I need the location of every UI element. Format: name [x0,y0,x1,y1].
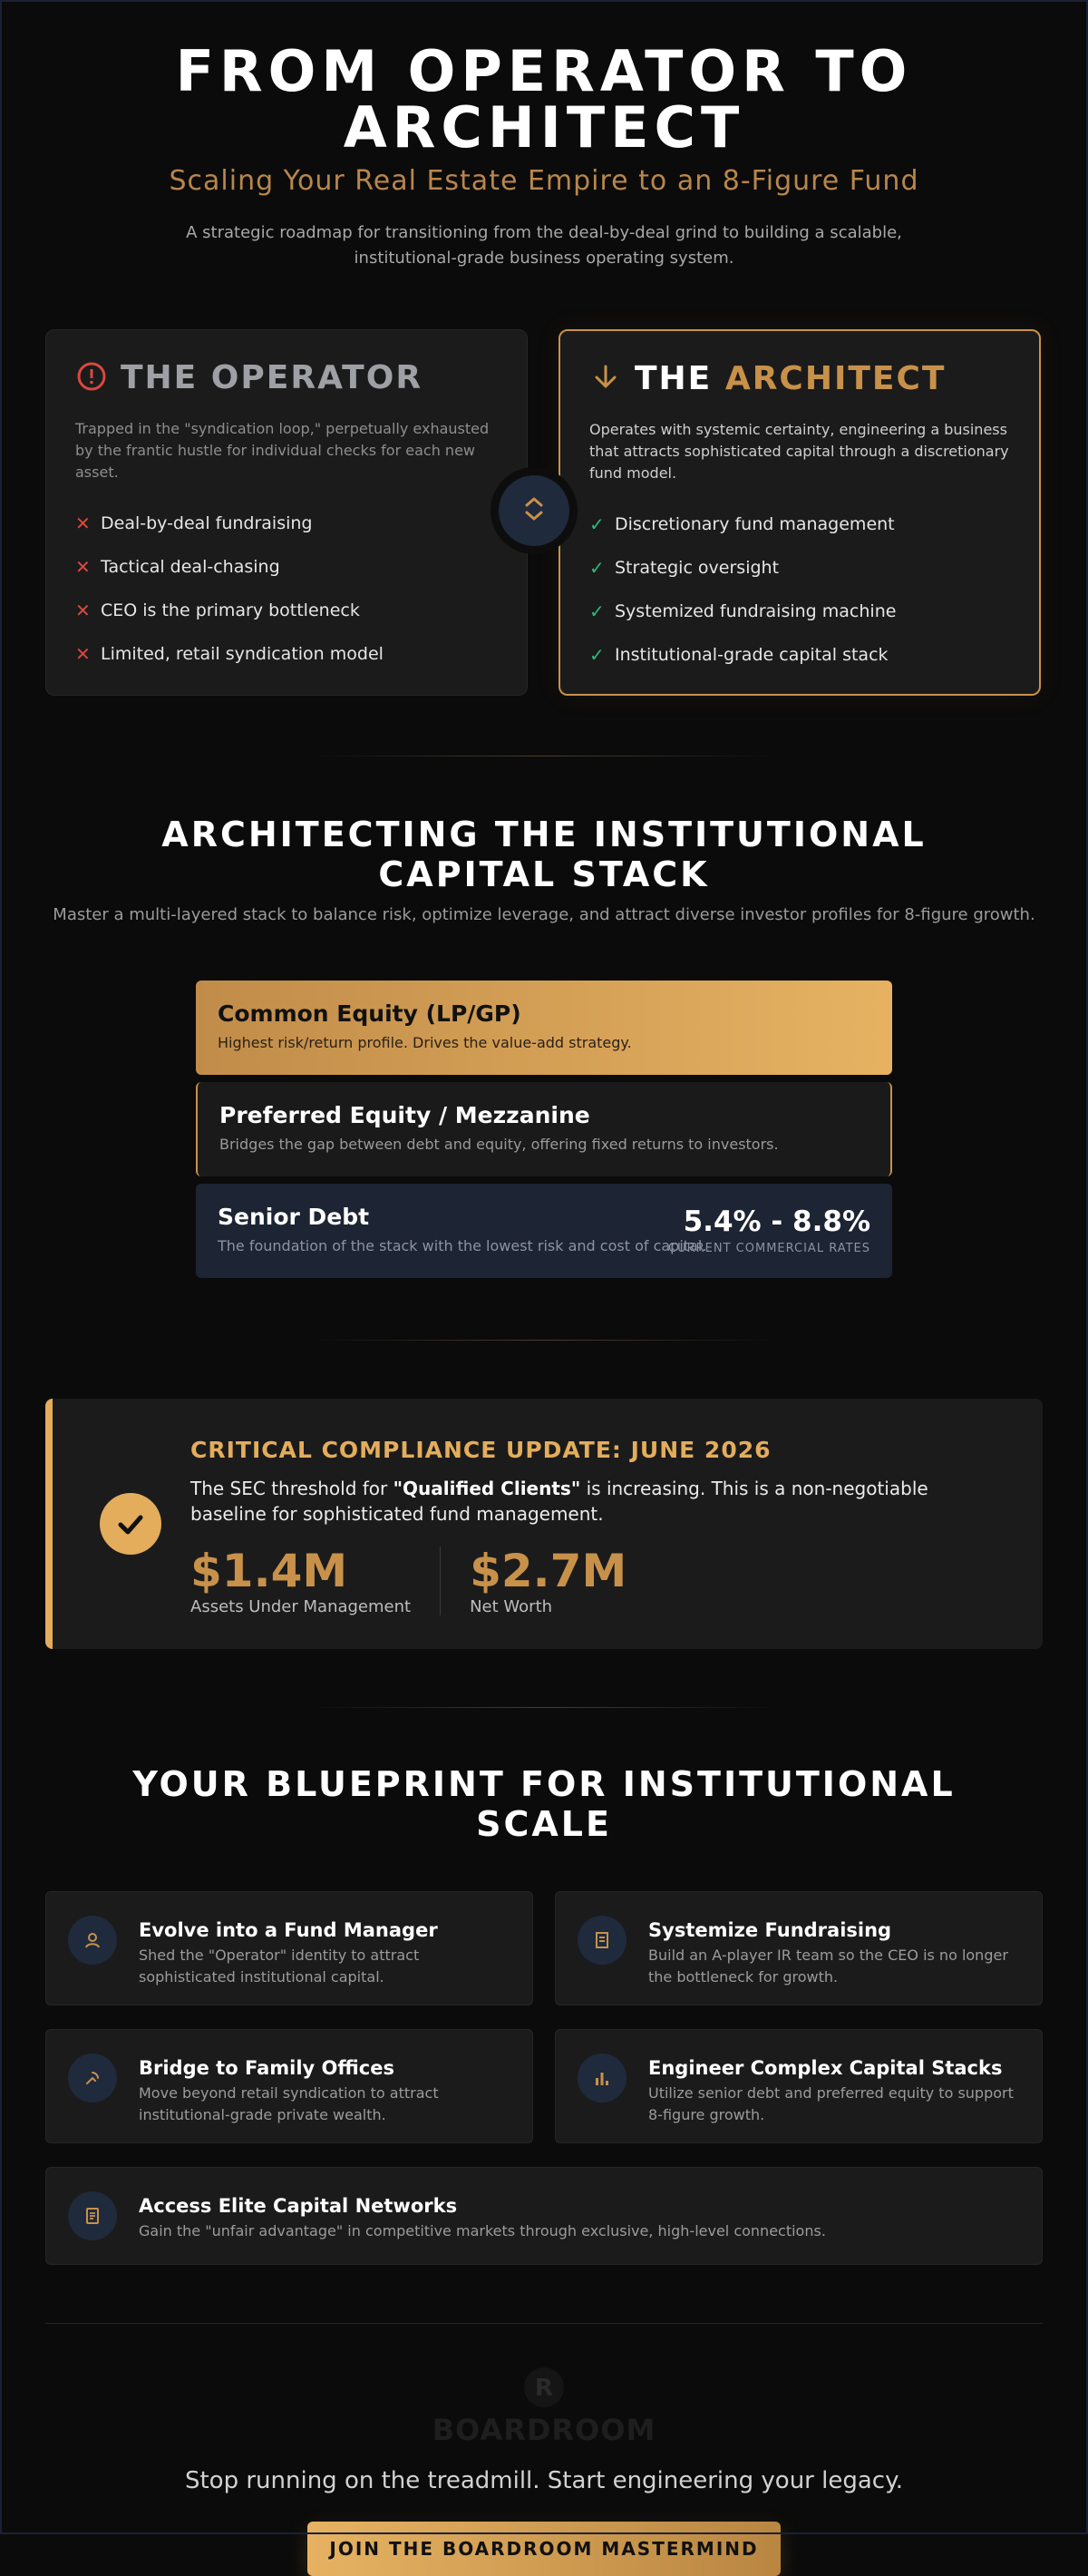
footer-tagline: Stop running on the treadmill. Start engineering your legacy. [184,2467,904,2494]
capital-stack-title: ARCHITECTING THE INSTITUTIONAL CAPITAL STACK [161,815,927,894]
x-icon: ✕ [75,600,91,621]
logo-wordmark: BOARDROOM [432,2413,656,2447]
list-item-label: CEO is the primary bottleneck [101,600,360,620]
list-item [75,632,498,676]
blueprint-card-description: Gain the "unfair advantage" in competitive markets through exclusive, high-level connections. [139,2222,826,2239]
architect-title-the: THE [635,360,713,397]
operator-title: THE OPERATOR [121,359,423,396]
list-item [589,590,1010,633]
list-item-label: Deal-by-deal fundraising [101,513,313,533]
blueprint-card-title: Systemize Fundraising [648,1919,892,1941]
comparison-section [45,329,1043,696]
architect-title-word: ARCHITECT [724,360,947,397]
blueprint-card-description: Utilize senior debt and preferred equity to support 8-figure growth. [648,2084,1014,2123]
compliance-stats [190,1547,970,1616]
compliance-text [190,1476,970,1527]
page-title: FROM OPERATOR TO ARCHITECT [175,38,913,161]
page-subtitle: Scaling Your Real Estate Empire to an 8-Figure Fund [169,165,919,197]
compliance-callout [45,1399,1043,1649]
layer-description: The foundation of the stack with the lowest risk and cost of capital. [218,1237,707,1254]
check-icon: ✓ [589,513,605,535]
list-item-label: Discretionary fund management [615,514,895,534]
compliance-text-bold: "Qualified Clients" [393,1478,581,1499]
svg-text:R: R [534,2375,554,2402]
stat-value: $2.7M [470,1545,627,1597]
capital-stack [196,981,892,1278]
list-item [589,546,1010,590]
x-icon: ✕ [75,512,91,534]
list-item-label: Strategic oversight [615,558,780,578]
x-icon: ✕ [75,643,91,665]
architect-title [635,360,946,397]
check-icon: ✓ [589,644,605,666]
join-mastermind-button[interactable]: JOIN THE BOARDROOM MASTERMIND [307,2522,781,2576]
layer-description: Bridges the gap between debt and equity, offering fixed returns to investors. [219,1136,779,1153]
blueprint-card-description: Shed the "Operator" identity to attract sophisticated institutional capital. [139,1947,420,1986]
operator-card [45,329,528,696]
check-icon: ✓ [589,600,605,622]
stat-label: Assets Under Management [190,1597,412,1616]
list-item-label: Systemized fundraising machine [615,601,897,621]
hero-intro: A strategic roadmap for transitioning from the deal-by-deal grind to building a scalable, institutional-grade business operating system. [186,223,902,268]
layer-description: Highest risk/return profile. Drives the value-add strategy. [218,1034,632,1051]
list-item [589,503,1010,546]
arrow-down-icon [589,361,622,397]
list-item [75,589,498,632]
chevron-swap-icon [521,494,547,527]
x-icon: ✕ [75,556,91,578]
compliance-title: CRITICAL COMPLIANCE UPDATE: JUNE 2026 [190,1437,772,1463]
list-item [75,502,498,545]
capital-stack-subtitle: Master a multi-layered stack to balance risk, optimize leverage, and attract diverse investor profiles for 8-figure growth. [53,905,1035,924]
layer-title: Preferred Equity / Mezzanine [219,1102,590,1128]
blueprint-card-description: Build an A-player IR team so the CEO is no longer the bottleneck for growth. [648,1947,1008,1986]
stat-value: $1.4M [190,1545,348,1597]
operator-list [75,502,498,676]
architect-list [589,503,1010,677]
stat-net-worth [470,1547,627,1616]
stat-aum [190,1547,411,1616]
stack-layer-common-equity [196,981,892,1075]
stat-divider [440,1547,441,1615]
check-icon: ✓ [589,557,605,579]
compliance-text-part: is increasing. This is a non-negotiable baseline for sophisticated fund management. [190,1478,928,1525]
stack-layer-senior-debt [196,1184,892,1278]
list-item-label: Institutional-grade capital stack [615,645,889,665]
operator-description: Trapped in the "syndication loop," perpetually exhausted by the frantic hustle for individual checks for each new asset. [75,420,490,481]
compliance-text-part: The SEC threshold for [190,1478,393,1499]
list-item-label: Limited, retail syndication model [101,644,384,664]
stat-label: Net Worth [470,1597,553,1616]
alert-circle-icon [75,360,108,396]
transition-badge [491,467,578,554]
blueprint-card-title: Evolve into a Fund Manager [139,1919,438,1941]
blueprint-title: YOUR BLUEPRINT FOR INSTITUTIONAL SCALE [132,1764,956,1844]
blueprint-card-description: Move beyond retail syndication to attract institutional-grade private wealth. [139,2084,439,2123]
list-item [589,633,1010,677]
layer-title: Senior Debt [218,1204,370,1230]
rate-value: 5.4% - 8.8% [683,1205,870,1238]
architect-card [559,329,1041,696]
list-item [75,545,498,589]
rate-display [668,1205,870,1255]
blueprint-card-title: Bridge to Family Offices [139,2057,394,2079]
stack-layer-preferred-equity [196,1082,892,1176]
layer-title: Common Equity (LP/GP) [218,1000,521,1027]
blueprint-card-title: Engineer Complex Capital Stacks [648,2057,1003,2079]
checkmark-icon [100,1493,161,1555]
blueprint-card-title: Access Elite Capital Networks [139,2195,458,2217]
rate-label: CURRENT COMMERCIAL RATES [668,1242,870,1255]
architect-description: Operates with systemic certainty, engineering a business that attracts sophisticated capital through a discretionary fund model. [589,421,1009,482]
list-item-label: Tactical deal-chasing [101,557,280,577]
